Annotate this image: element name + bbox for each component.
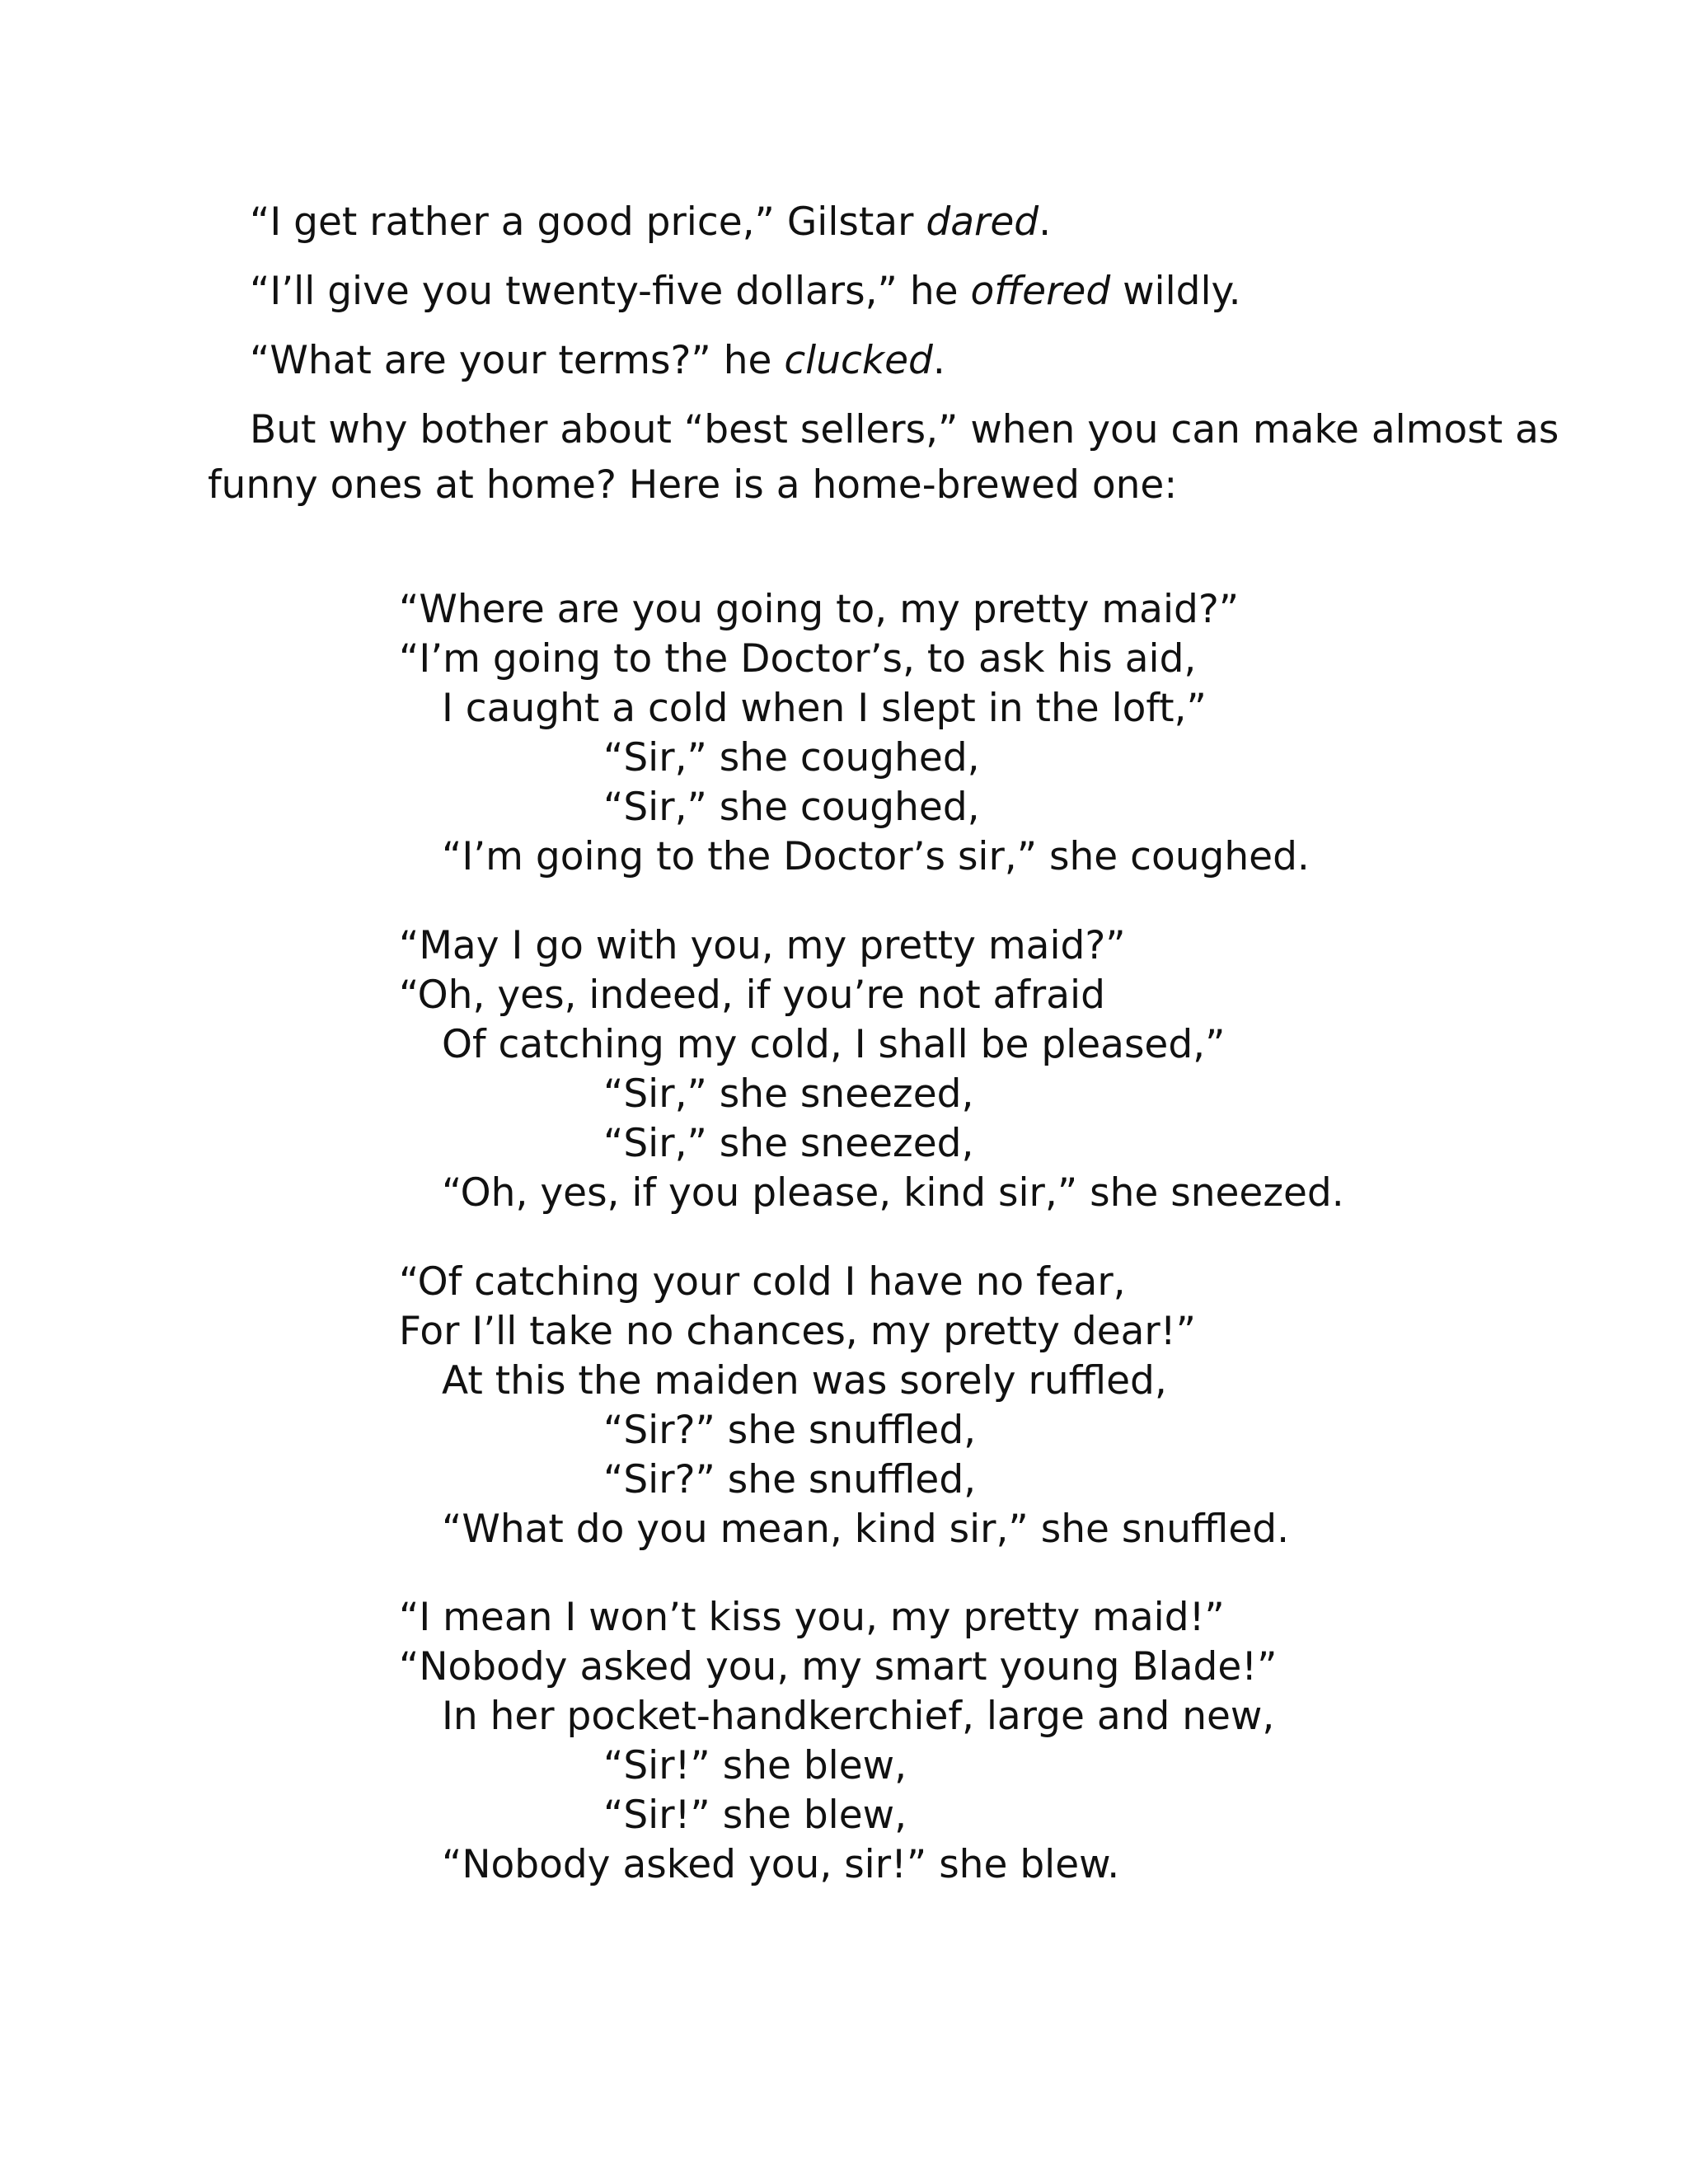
intro-line-2: funny ones at home? Here is a home-brewed one: (208, 462, 1178, 508)
poem-refrain: “Sir?” she snuffled, (603, 1457, 977, 1502)
poem-line: “Oh, yes, if you please, kind sir,” she sneezed. (442, 1170, 1344, 1216)
poem-line: “I’m going to the Doctor’s sir,” she coughed. (442, 834, 1310, 879)
poem-refrain: “Sir!” she blew, (603, 1793, 907, 1838)
prose-text: . (932, 338, 945, 383)
poem-line: Of catching my cold, I shall be pleased,” (442, 1022, 1226, 1067)
poem-line: I caught a cold when I slept in the loft,” (442, 686, 1207, 731)
poem-line: At this the maiden was sorely ruffled, (442, 1358, 1167, 1404)
poem-line: “Where are you going to, my pretty maid?” (399, 587, 1240, 632)
poem-stanza-4 (399, 1593, 1277, 1890)
intro-line-1: But why bother about “best sellers,” when you can make almost as (250, 407, 1559, 452)
prose-text: wildly. (1110, 269, 1241, 314)
poem-stanza-3 (399, 1258, 1289, 1554)
poem-stanza-1 (399, 585, 1310, 882)
poem-refrain: “Sir?” she snuffled, (603, 1408, 977, 1453)
poem-line: “Nobody asked you, my smart young Blade!” (399, 1644, 1278, 1690)
poem-line: “I mean I won’t kiss you, my pretty maid!” (399, 1595, 1225, 1640)
prose-line-dared (208, 194, 1493, 250)
poem-refrain: “Sir!” she blew, (603, 1743, 907, 1788)
intro-paragraph (208, 402, 1559, 513)
poem-line: “Of catching your cold I have no fear, (399, 1259, 1126, 1305)
poem-line: “Nobody asked you, sir!” she blew. (442, 1842, 1120, 1887)
prose-text: “What are your terms?” he (250, 338, 785, 383)
poem-line: “Oh, yes, indeed, if you’re not afraid (399, 972, 1105, 1018)
poem-refrain: “Sir,” she sneezed, (603, 1121, 974, 1166)
poem-refrain: “Sir,” she coughed, (603, 785, 980, 830)
poem-line: “I’m going to the Doctor’s, to ask his aid, (399, 636, 1197, 682)
poem-line: “What do you mean, kind sir,” she snuffled. (442, 1507, 1290, 1552)
poem-line: “May I go with you, my pretty maid?” (399, 923, 1126, 968)
prose-italic-word: offered (970, 269, 1111, 314)
poem-refrain: “Sir,” she sneezed, (603, 1071, 974, 1117)
prose-italic-word: clucked (784, 338, 933, 383)
prose-line-clucked (208, 333, 1493, 388)
prose-line-offered (208, 264, 1493, 319)
poem-line: For I’ll take no chances, my pretty dear!” (399, 1309, 1196, 1354)
prose-text: “I get rather a good price,” Gilstar (250, 199, 926, 245)
prose-text: . (1039, 199, 1052, 245)
poem-refrain: “Sir,” she coughed, (603, 735, 980, 780)
poem-line: In her pocket-handkerchief, large and new, (442, 1694, 1275, 1739)
prose-italic-word: dared (926, 199, 1039, 245)
poem-stanza-2 (399, 921, 1344, 1218)
prose-text: “I’ll give you twenty-five dollars,” he (250, 269, 971, 314)
